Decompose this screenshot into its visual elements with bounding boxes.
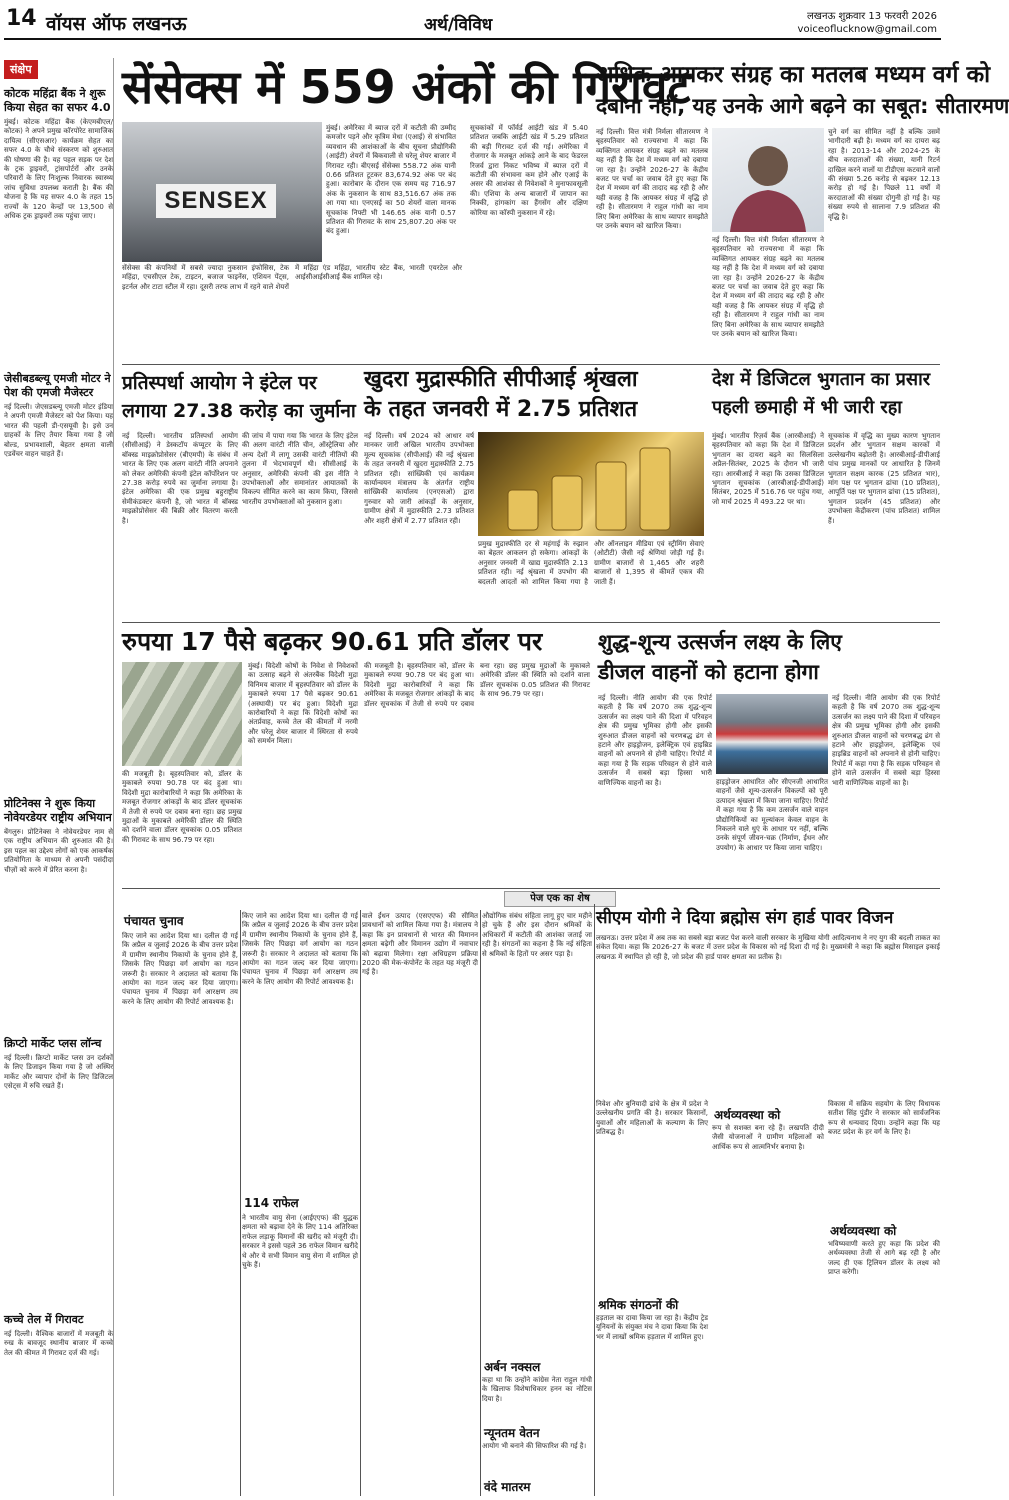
page-number: 14 (6, 6, 37, 31)
digital-headline-2: पहली छमाही में भी जारी रहा (712, 397, 902, 418)
continued-from-page-one: पेज एक का शेष (504, 891, 616, 907)
digital-body: मुंबई। भारतीय रिज़र्व बैंक (आरबीआई) ने बृहस्पतिवार को कहा कि देश में डिजिटल भुगतान का दायरा बढ़ने का सिलसिला अप्रैल-सितंबर, 2025 के दौरान भी जारी रहा। आरबीआई ने कहा कि उसका डिजिटल भुगतान सूचकांक (आरबीआई-डीपीआई) सितंबर, 2025 में 516.76 पर पहुंच गया, जो मार्च 2025 में 493.22 पर था। (712, 432, 824, 506)
cpi-body: नई दिल्ली। वर्ष 2024 को आधार वर्ष मानकर जारी अखिल भारतीय उपभोक्ता मूल्य सूचकांक (सीपीआई) की नई श्रृंखला के तहत जनवरी में खुदरा मुद्रास्फीति 2.75 प्रतिशत रही। सांख्यिकी एवं कार्यक्रम कार्यान्वयन मंत्रालय के अंतर्गत राष्ट्रीय सांख्यिकी कार्यालय (एनएसओ) द्वारा गुरुवार को जारी आंकड़ों के अनुसार, ग्रामीण क्षेत्रों में मुद्रास्फीति 2.73 प्रतिशत और शहरी क्षेत्रों में 2.77 प्रतिशत रही। (364, 432, 474, 525)
right-body: विकास में सक्रिय सहयोग के लिए विधायक सतीश सिंह पुंडीर ने सरकार को सार्वजनिक रूप से धन्यवाद दिया। उन्होंने कहा कि यह बजट प्रदेश के हर वर्ग के लिए है। (828, 1100, 940, 1137)
diesel-headline-2: डीजल वाहनों को हटाना होगा (598, 660, 819, 684)
diesel-body: नई दिल्ली। नीति आयोग की एक रिपोर्ट कहती है कि वर्ष 2070 तक शुद्ध-शून्य उत्सर्जन का लक्ष्य पाने की दिशा में परिवहन क्षेत्र की प्रमुख भूमिका होगी और इसकी शुरुआत डीजल वाहनों को चरणबद्ध ढंग से हटाने और हाइड्रोजन, इलेक्ट्रिक एवं हाइब्रिड वाहनों को अपनाने से होनी चाहिए। रिपोर्ट में कहा गया है कि सड़क परिवहन से होने वाले उत्सर्जन में सबसे बड़ा हिस्सा भारी वाणिज्यिक वाहनों का है। (598, 694, 712, 787)
cm-body-cont: निवेश और बुनियादी ढांचे के क्षेत्र में प्रदेश ने उल्लेखनीय प्रगति की है। सरकार किसानों, युवाओं और महिलाओं के कल्याण के लिए प्रतिबद्ध है। (596, 1100, 708, 1137)
column-rule (240, 910, 241, 1496)
person-silhouette-icon (712, 128, 824, 232)
briefs-tag: संक्षेप (4, 60, 38, 79)
fm-headline-1: अधिक आयकर संग्रह का मतलब मध्यम वर्ग को (596, 62, 991, 88)
sensex-body-right: सूचकांकों में फॉर्वर्ड आईटी खंड में 5.40 प्रतिशत जबकि आईटी खंड में 5.29 प्रतिशत की बड़ी गिरावट दर्ज की गई। अमेरिका में रोजगार के मजबूत आंकड़े आने के बाद फेडरल रिजर्व द्वारा निकट भविष्य में ब्याज दरों में कटौती की संभावना कम होने और एआई के असर की आशंका से निवेशकों ने मुनाफावसूली की। एशिया के अन्य बाजारों में जापान का निक्की, हांगकांग का हैंगसेंग और दक्षिण कोरिया का कॉस्पी नुकसान में रहे। (470, 124, 588, 217)
coins-stack-icon (478, 432, 704, 536)
rafale-headline: 114 राफेल (244, 1196, 299, 1210)
divider (122, 622, 940, 623)
diesel-headline-1: शुद्ध-शून्य उत्सर्जन लक्ष्य के लिए (598, 630, 842, 654)
economy-body: रूप से सशक्त बना रहे हैं। लखपति दीदी जैसी योजनाओं ने ग्रामीण महिलाओं को आर्थिक रूप से आत्मनिर्भर बनाया है। (712, 1124, 824, 1151)
fm-body-right: चुने वर्ग का सीमित नहीं है बल्कि उसमें भागीदारी बढ़ी है। मध्यम वर्ग का दायरा बढ़ रहा है। 2013-14 और 2024-25 के बीच करदाताओं की संख्या, यानी रिटर्न दाखिल करने वालों या टीडीएस कटवाने वालों की संख्या 5.26 करोड़ से बढ़कर 12.13 करोड़ हो गई है। पिछले 11 वर्षों में करदाताओं की संख्या दोगुनी हो गई है। यह संख्या रुपये से सालाना 7.9 प्रतिशत की वृद्धि है। (828, 128, 940, 221)
fm-body-cont: नई दिल्ली। वित्त मंत्री निर्मला सीतारमण ने बृहस्पतिवार को राज्यसभा में कहा कि व्यक्तिगत आयकर संग्रह बढ़ने का मतलब यह नहीं है कि देश में मध्यम वर्ग को दबाया जा रहा है। उन्होंने 2026-27 के केंद्रीय बजट पर चर्चा का जवाब देते हुए कहा कि देश में मध्यम वर्ग की तादाद बढ़ रही है और यही वजह है कि आयकर संग्रह में वृद्धि हो रही है। सीतारमण ने राहुल गांधी का नाम लिए बिना अमेरिका के साथ व्यापार समझौते पर उनके बयान को खारिज किया। (712, 236, 824, 339)
digital-headline-1: देश में डिजिटल भुगतान का प्रसार (712, 369, 931, 390)
brief-headline: कच्चे तेल में गिरावट (4, 1313, 84, 1326)
panchayat-body: किए जाने का आदेश दिया था। दलील दी गई कि अप्रैल व जुलाई 2026 के बीच उत्तर प्रदेश में ग्रामीण स्थानीय निकायों के चुनाव होने हैं, जिसके लिए पिछड़ा वर्ग आयोग का गठन जरूरी है। सरकार ने अदालत को बताया कि आयोग का गठन जल्द कर दिया जाएगा। पंचायत चुनाव में पिछड़ा वर्ग आरक्षण तय करने के लिए आयोग की रिपोर्ट आवश्यक है। (122, 932, 238, 1006)
shramik-headline: श्रमिक संगठनों की (598, 1298, 679, 1312)
cm-headline: सीएम योगी ने दिया ब्रह्मोस संग हार्ड पावर विजन (596, 908, 894, 928)
fm-body: नई दिल्ली। वित्त मंत्री निर्मला सीतारमण ने बृहस्पतिवार को राज्यसभा में कहा कि व्यक्तिगत आयकर संग्रह बढ़ने का मतलब यह नहीं है कि देश में मध्यम वर्ग को दबाया जा रहा है। उन्होंने 2026-27 के केंद्रीय बजट पर चर्चा का जवाब देते हुए कहा कि देश में मध्यम वर्ग की तादाद बढ़ रही है और यही वजह है कि आयकर संग्रह में वृद्धि हो रही है। सीतारमण ने राहुल गांधी का नाम लिए बिना अमेरिका के साथ व्यापार समझौते पर उनके बयान को खारिज किया। (596, 128, 708, 231)
coins-photo (478, 432, 704, 536)
sensex-headline: सेंसेक्स में 559 अंकों की गिरावट (122, 60, 691, 114)
sensex-body-cont: सेंसेक्स की कंपनियों में सबसे ज्यादा नुकसान इंफोसिस, टेक महिंद्रा, एचसीएल टेक, टाइटन, बजाज फाइनेंस, एशियन पेंट्स, इटर्नल और टाटा स्टील में रहा। दूसरी तरफ लाभ में रहने वाले शेयरों में महिंद्रा एंड महिंद्रा, भारतीय स्टेट बैंक, भारती एयरटेल और आईसीआईसीआई बैंक शामिल रहे। (122, 264, 462, 291)
masthead (4, 4, 941, 40)
briefs-column (4, 58, 114, 1496)
diesel-body-cont: हाइड्रोजन आधारित और सीएनजी आधारित वाहनों जैसे शून्य-उत्सर्जन विकल्पों को पूरी उत्पादन श्रृंखला में किया जाना चाहिए। रिपोर्ट में कहा गया है कि कम उत्सर्जन वाले वाहन प्रौद्योगिकियों का मूल्यांकन केवल वाहन के निकलने वाले धुएं के आधार पर नहीं, बल्कि उनके संपूर्ण जीवन-चक्र (निर्माण, ईंधन और उपयोग) के आधार पर किया जाना चाहिए। (716, 778, 828, 852)
panchayat-body-cont: किए जाने का आदेश दिया था। दलील दी गई कि अप्रैल व जुलाई 2026 के बीच उत्तर प्रदेश में ग्रामीण स्थानीय निकायों के चुनाव होने हैं, जिसके लिए पिछड़ा वर्ग आयोग का गठन जरूरी है। सरकार ने अदालत को बताया कि आयोग का गठन जल्द कर दिया जाएगा। पंचायत चुनाव में पिछड़ा वर्ग आरक्षण तय करने के लिए आयोग की रिपोर्ट आवश्यक है। (242, 912, 358, 986)
rafale-body: ने भारतीय वायु सेना (आईएएफ) की युद्धक क्षमता को बढ़ावा देने के लिए 114 अतिरिक्त राफेल लड़ाकू विमानों की खरीद को मंजूरी दी। सरकार ने इससे पहले 36 राफेल विमान खरीदे थे और ये सभी विमान वायु सेना में शामिल हो चुके हैं। (242, 1214, 358, 1270)
newspaper-name: वॉयस ऑफ लखनऊ (46, 13, 187, 35)
minimum-wage-body: आयोग भी बनाने की सिफारिश की गई है। (482, 1442, 587, 1450)
divider (122, 888, 940, 889)
cci-headline-1: प्रतिस्पर्धा आयोग ने इंटेल पर (122, 372, 317, 394)
fm-photo (712, 128, 824, 232)
panchayat-headline: पंचायत चुनाव (124, 914, 184, 928)
right-body-2: भविष्यवाणी करते हुए कहा कि प्रदेश की अर्थव्यवस्था तेजी से आगे बढ़ रही है और जल्द ही एक ट्रिलियन डॉलर के लक्ष्य को प्राप्त करेगी। (828, 1240, 940, 1277)
column-rule (360, 910, 361, 1496)
column-rule (480, 910, 481, 1496)
minimum-wage-headline: न्यूनतम वेतन (484, 1426, 540, 1440)
sensex-photo (122, 122, 322, 262)
vande-mataram-headline: वंदे मातरम (484, 1480, 531, 1494)
date: लखनऊ शुक्रवार 13 फरवरी 2026 (806, 11, 937, 22)
mid-body: वाले ईंधन उत्पाद (एसएएफ) की सीमित प्रावधानों को शामिल किया गया है। मंत्रालय ने कहा कि इन प्रावधानों से भारत की विमानन क्षमता बढ़ेगी और विमानन उद्योग में नवाचार को बढ़ावा मिलेगा। रक्षा अधिग्रहण प्रक्रिया 2020 की मेक-कंपोनेंट के तहत यह मंजूरी दी गई है। (362, 912, 478, 977)
cpi-headline-1: खुदरा मुद्रास्फीति सीपीआई श्रृंखला (364, 367, 638, 392)
section-title: अर्थ/विविध (424, 15, 493, 35)
cci-body: नई दिल्ली। भारतीय प्रतिस्पर्धा आयोग (सीसीआई) ने डेस्कटॉप कंप्यूटर के लिए बॉक्स्ड माइक्रोप्रोसेसर (बीएमपी) के संबंध में भारत के लिए एक अलग वारंटी नीति अपनाने को लेकर अमेरिकी कंपनी इंटेल कॉर्पोरेशन पर 27.38 करोड़ रुपये का जुर्माना लगाया है। इंटेल अमेरिका की एक प्रमुख बहुराष्ट्रीय सेमीकंडक्टर कंपनी है, जो भारत में बॉक्स्ड माइक्रोप्रोसेसर की बिक्री और वितरण करती है। (122, 432, 238, 525)
rupee-headline: रुपया 17 पैसे बढ़कर 90.61 प्रति डॉलर पर (122, 627, 543, 656)
brief-body: मुंबई। कोटक महिंद्रा बैंक (केएमबीएल/कोटक) ने अपने प्रमुख कॉरपोरेट सामाजिक दायित्व (सीएसआर) कार्यक्रम सेहत का सफर 4.0 के चौथे संस्करण को शुरुआत की घोषणा की है। यह पहल सड़क पर देश के ट्रक ड्राइवरों, ट्रांसपोर्टरों और उनके परिवारों के लिए निःशुल्क निवारक स्वास्थ्य जांच सुविधा उपलब्ध कराती है। बैंक की योजना है कि यह सफर 4.0 के तहत 15 राज्यों के 120 केन्द्रों पर 13,500 से अधिक ट्रक ड्राइवरों तक पहुंचा जाए। (4, 118, 113, 221)
brief-headline: जेसीबडब्ल्यू एमजी मोटर ने पेश की एमजी मैजेस्टर (4, 372, 111, 399)
brief-headline: प्रोटिनेक्स ने शुरू किया नोवेयरडेयर राष्ट्रीय अभियान (4, 797, 112, 824)
urban-naxal-body: कहा था कि उन्होंने कांग्रेस नेता राहुल गांधी के खिलाफ विशेषाधिकार हनन का नोटिस दिया है। (482, 1376, 592, 1403)
brief-body: नई दिल्ली। वैश्विक बाजारों में मजबूती के रुख के बावजूद स्थानीय बाजार में कच्चे तेल की कीमत में गिरावट दर्ज की गई। (4, 1330, 113, 1357)
brief-body: बेंगलुरु। प्रोटिनेक्स ने नोवेयरडेयर नाम से एक राष्ट्रीय अभियान की शुरुआत की है। इस पहल का उद्देश्य लोगों को एक आकर्षक प्रतियोगिता के माध्यम से अपनी पसंदीदा चीज़ों को करने में प्रेरित करना है। (4, 828, 113, 874)
traffic-photo (716, 694, 828, 774)
brief-body: नई दिल्ली। क्रिप्टो मार्केट प्लस उन दर्शकों के लिए डिजाइन किया गया है जो अस्थिर मार्केट और व्यापार दोनों के लिए डिजिटल एसेट्स में रुचि रखते हैं। (4, 1054, 113, 1091)
sensex-body: मुंबई। अमेरिका में ब्याज दरों में कटौती की उम्मीद कमजोर पड़ने और कृत्रिम मेधा (एआई) से संभावित व्यवधान की आशंकाओं के बीच सूचना प्रौद्योगिकी (आईटी) शेयरों में बिकवाली से घरेलू शेयर बाजार में गिरावट रही। बीएसई सेंसेक्स 558.72 अंक यानी 0.66 प्रतिशत टूटकर 83,674.92 अंक पर बंद हुआ। कारोबार के दौरान एक समय यह 716.97 अंक के नुकसान के साथ 83,516.67 अंक तक आ गया था। एनएसई का 50 शेयरों वाला मानक सूचकांक निफ्टी भी 146.65 अंक यानी 0.57 प्रतिशत की गिरावट के साथ 25,807.20 अंक पर बंद हुआ। (326, 124, 456, 236)
rupee-body: मुंबई। विदेशी कोषों के निवेश से निवेशकों का उत्साह बढ़ने से अंतरबैंक विदेशी मुद्रा विनिमय बाजार में बृहस्पतिवार को डॉलर के मुकाबले रुपया 17 पैसे बढ़कर 90.61 (अस्थायी) पर बंद हुआ। विदेशी मुद्रा कारोबारियों ने कहा कि विदेशी कोषों का अंतर्प्रवाह, कच्चे तेल की कीमतों में नरमी और घरेलू शेयर बाजार में स्थिरता से रुपये को समर्थन मिला। (248, 662, 358, 746)
sensex-board: SENSEX (156, 184, 276, 218)
divider (122, 364, 940, 365)
cpi-body-cont: प्रमुख मुद्रास्फीति दर से महंगाई के रुझान का बेहतर आकलन हो सकेगा। आंकड़ों के अनुसार जनवरी में खाद्य मुद्रास्फीति 2.13 प्रतिशत रही। नई श्रृंखला में उपभोग की बदलती आदतों को शामिल किया गया है और ऑनलाइन मीडिया एवं स्ट्रीमिंग सेवाएं (ओटीटी) जैसी नई श्रेणियां जोड़ी गई हैं। ग्रामीण बाजारों से 1,465 और शहरी बाजारों से 1,395 से कीमतें एकत्र की जाती हैं। (478, 540, 704, 586)
cm-body: लखनऊ। उत्तर प्रदेश में अब तक का सबसे बड़ा बजट पेश करने वाली सरकार के मुखिया योगी आदित्यनाथ ने नए युग की बदली ताकत का संकेत दिया। कहा कि 2026-27 के बजट में उत्तर प्रदेश के विकास को नई दिशा दी गई है। मुख्यमंत्री ने कहा कि ब्रह्मोस मिसाइल इकाई लखनऊ में स्थापित हो रही है, जो प्रदेश की हार्ड पावर क्षमता का प्रतीक है। (596, 934, 940, 961)
diesel-body-right: नई दिल्ली। नीति आयोग की एक रिपोर्ट कहती है कि वर्ष 2070 तक शुद्ध-शून्य उत्सर्जन का लक्ष्य पाने की दिशा में परिवहन क्षेत्र की प्रमुख भूमिका होगी और इसकी शुरुआत डीजल वाहनों को चरणबद्ध ढंग से हटाने और हाइड्रोजन, इलेक्ट्रिक एवं हाइब्रिड वाहनों को अपनाने से होनी चाहिए। रिपोर्ट में कहा गया है कि सड़क परिवहन से होने वाले उत्सर्जन में सबसे बड़ा हिस्सा भारी वाणिज्यिक वाहनों का है। (832, 694, 940, 787)
cci-body-cont: की जांच में पाया गया कि भारत के लिए इंटेल की अलग वारंटी नीति चीन, ऑस्ट्रेलिया और अन्य देशों में लागू उसकी वारंटी नीतियों की तुलना में भेदभावपूर्ण थी। सीसीआई के अनुसार, अमेरिकी कंपनी की इस नीति ने उपभोक्ताओं और समानांतर आयातकों के विकल्प सीमित करने का काम किया, जिससे भारतीय उपभोक्ताओं को नुकसान हुआ। (242, 432, 358, 506)
currency-photo (122, 662, 242, 766)
cpi-headline-2: के तहत जनवरी में 2.75 प्रतिशत (364, 397, 638, 422)
economy-headline: अर्थव्यवस्था को (714, 1108, 781, 1122)
cci-headline-2: लगाया 27.38 करोड़ का जुर्माना (122, 400, 356, 422)
brief-headline: कोटक महिंद्रा बैंक ने शुरू किया सेहत का सफर 4.0 (4, 87, 111, 114)
web-address[interactable]: voiceoflucknow@gmail.com (797, 24, 937, 35)
brief-body: नई दिल्ली। जेएसडब्ल्यू एमजी मोटर इंडिया ने अपनी एमजी मैजेस्टर को पेश किया। यह भारत की पहली डी-एसयूवी है। इसे उन ग्राहकों के लिए तैयार किया गया है जो बोल्ड, प्रभावशाली, बेहतर क्षमता वाली एडवेंचर वाहन चाहते हैं। (4, 403, 113, 459)
digital-body-cont: सूचकांक में वृद्धि का मुख्य कारण भुगतान प्रदर्शन और भुगतान सक्षम कारकों में उल्लेखनीय बढ़ोतरी है। आरबीआई-डीपीआई पांच प्रमुख मानकों पर आधारित है जिनमें भुगतान सक्षम कारक (25 प्रतिशत भार), मांग पक्ष पर भुगतान ढांचा (10 प्रतिशत), आपूर्ति पक्ष पर भुगतान ढांचा (15 प्रतिशत), भुगतान प्रदर्शन (45 प्रतिशत) और उपभोक्ता केंद्रीकरण (पांच प्रतिशत) शामिल हैं। (828, 432, 940, 525)
rupee-body-cont: की मजबूती है। बृहस्पतिवार को, डॉलर के मुकाबले रुपया 90.78 पर बंद हुआ था। विदेशी मुद्रा कारोबारियों ने कहा कि अमेरिका के मजबूत रोजगार आंकड़ों के बाद डॉलर सूचकांक में तेजी से रुपये पर दबाव बना रहा। छह प्रमुख मुद्राओं के मुकाबले अमेरिकी डॉलर की स्थिति को दर्शाने वाला डॉलर सूचकांक 0.05 प्रतिशत की गिरावट के साथ 96.79 पर रहा। (364, 662, 590, 708)
mid-body-2: औद्योगिक संबंध संहिता लागू हुए चार महीने हो चुके हैं और इस दौरान श्रमिकों के अधिकारों में कटौती की आशंका जताई जा रही है। संगठनों का कहना है कि नई संहिता से श्रमिकों के हितों पर असर पड़ा है। (482, 912, 592, 958)
rupee-body-left: की मजबूती है। बृहस्पतिवार को, डॉलर के मुकाबले रुपया 90.78 पर बंद हुआ था। विदेशी मुद्रा कारोबारियों ने कहा कि अमेरिका के मजबूत रोजगार आंकड़ों के बाद डॉलर सूचकांक में तेजी से रुपये पर दबाव बना रहा। छह प्रमुख मुद्राओं के मुकाबले अमेरिकी डॉलर की स्थिति को दर्शाने वाला डॉलर सूचकांक 0.05 प्रतिशत की गिरावट के साथ 96.79 पर रहा। (122, 770, 242, 844)
dateline (798, 10, 937, 36)
urban-naxal-headline: अर्बन नक्सल (484, 1360, 541, 1374)
column-rule (594, 904, 595, 1496)
economy-headline-2: अर्थव्यवस्था को (830, 1224, 897, 1238)
shramik-body: हड़ताल का दावा किया जा रहा है। केंद्रीय ट्रेड यूनियनों के संयुक्त मंच ने दावा किया कि देश भर में लाखों श्रमिक हड़ताल में शामिल हुए। (596, 1314, 708, 1341)
fm-headline-2: दबाना नहीं, यह उनके आगे बढ़ने का सबूत: सीतारमण (596, 94, 1009, 118)
brief-headline: क्रिप्टो मार्केट प्लस लॉन्च (4, 1037, 102, 1050)
